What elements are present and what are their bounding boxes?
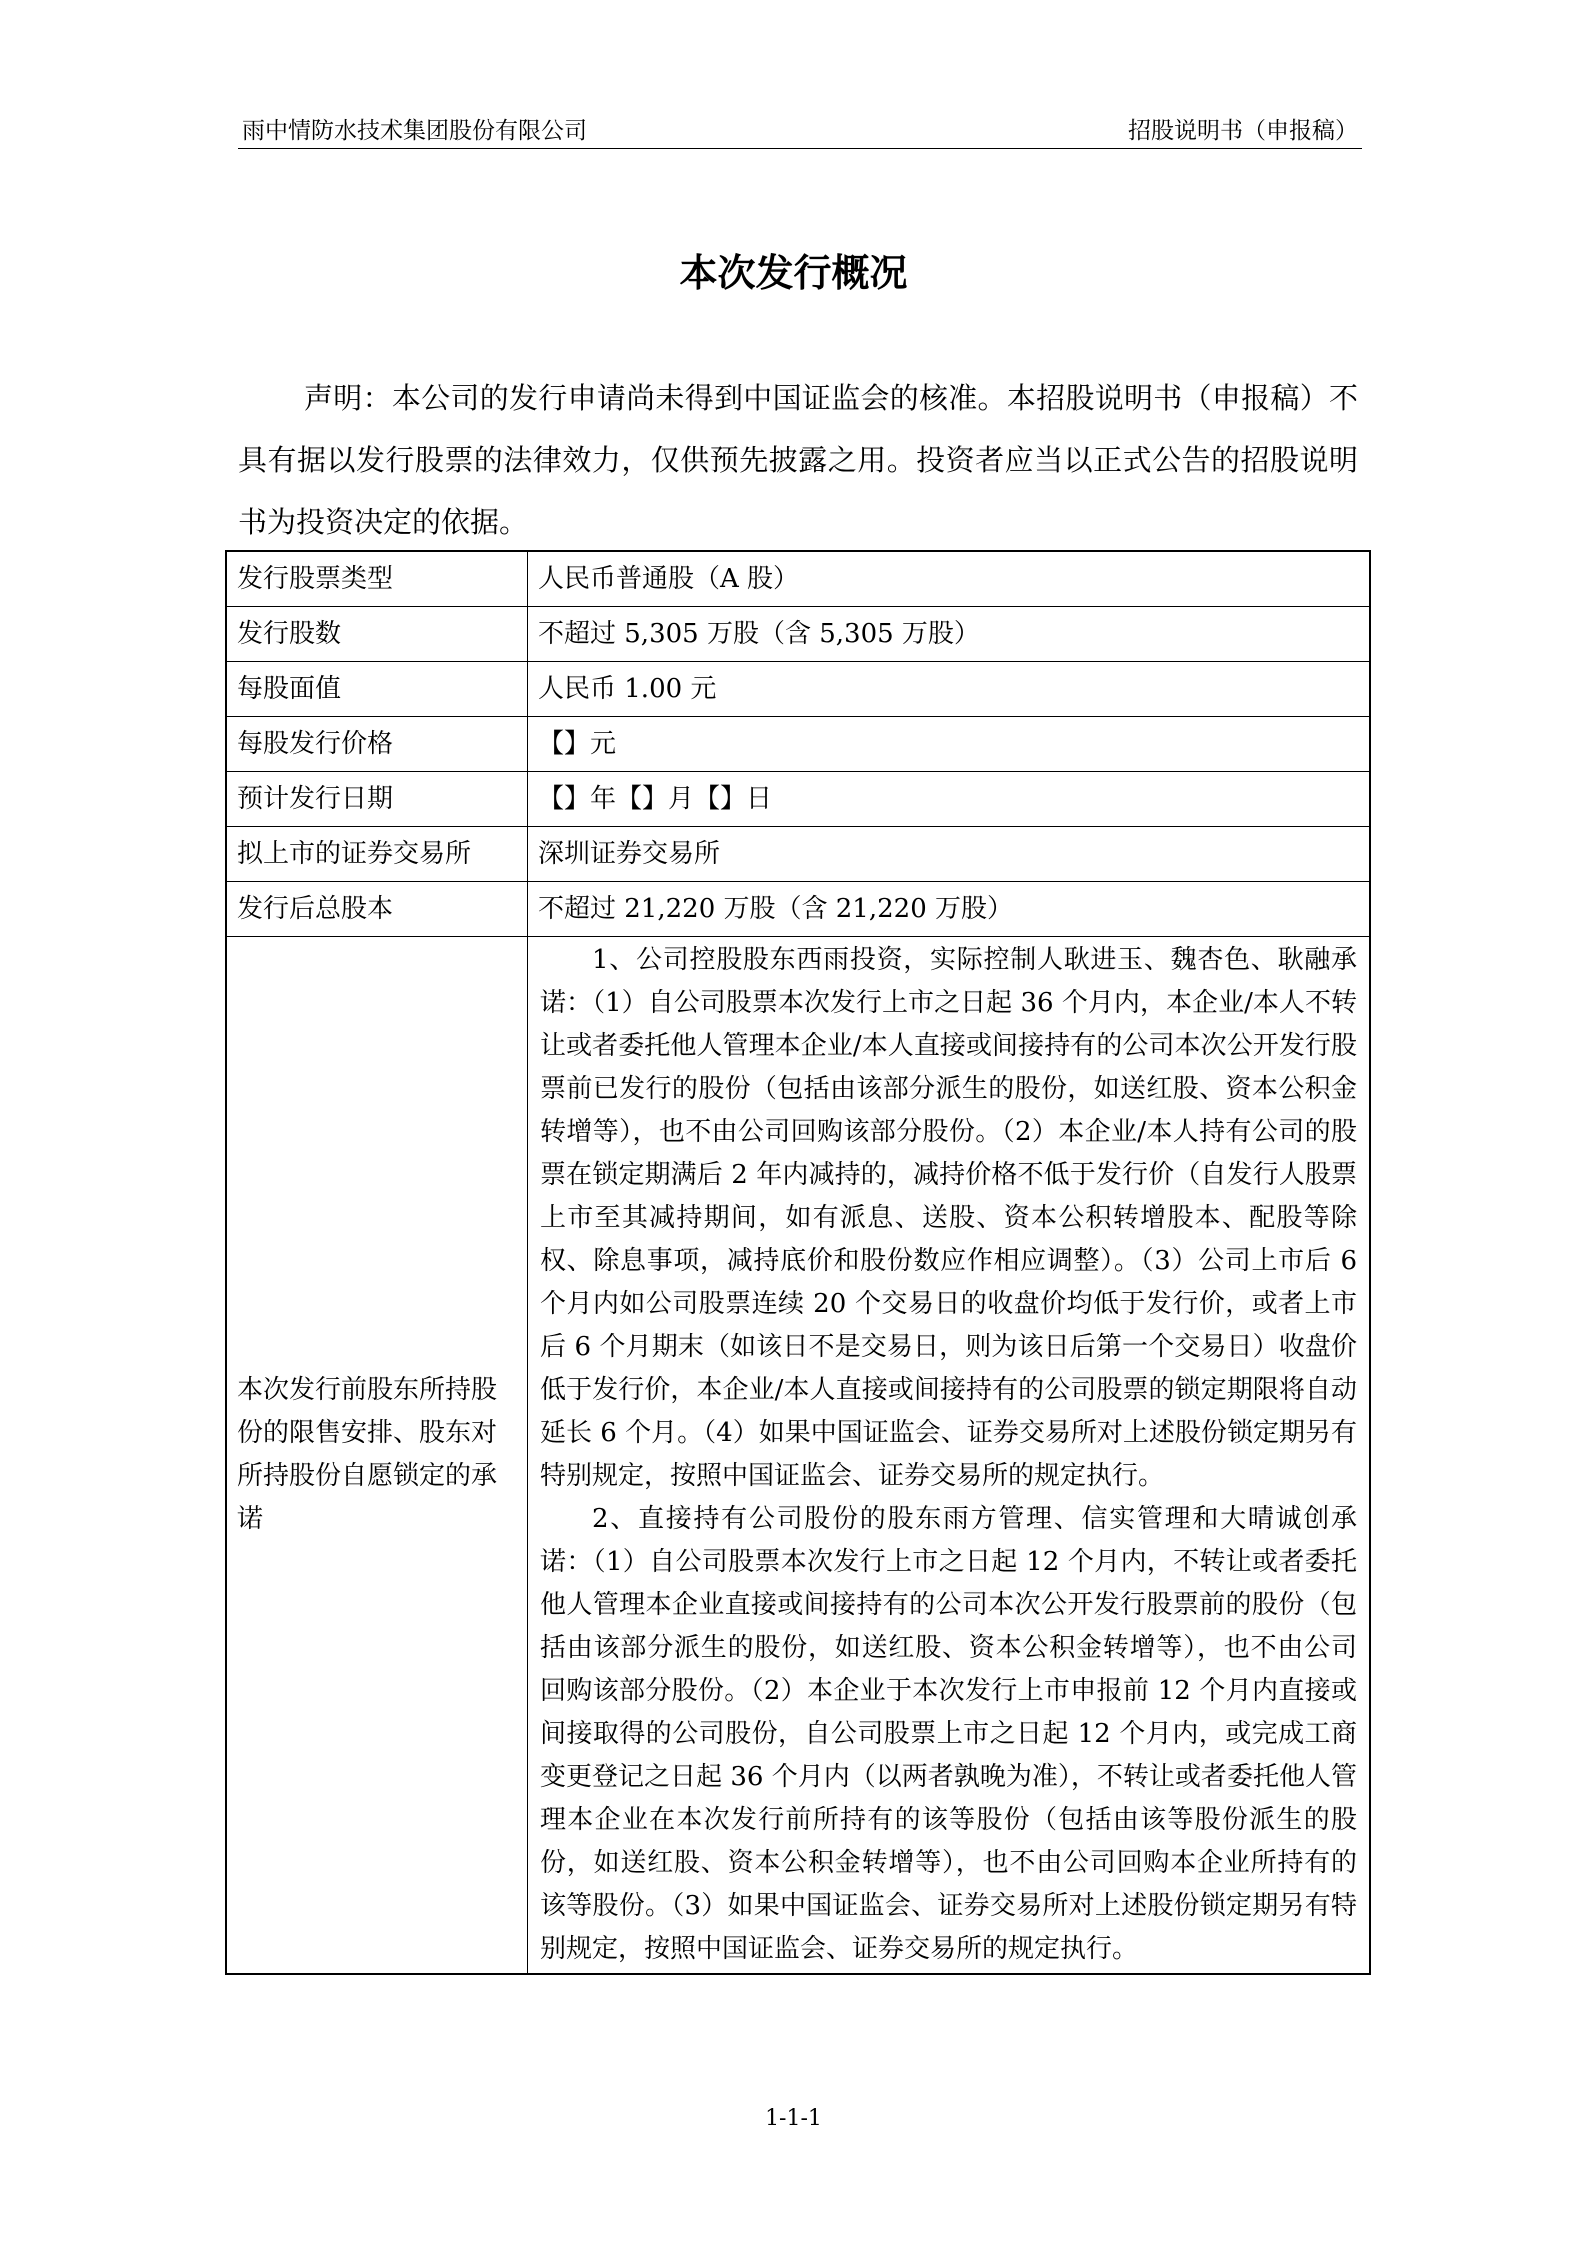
row-label: 每股面值 xyxy=(226,662,528,717)
header-company-name: 雨中情防水技术集团股份有限公司 xyxy=(242,118,587,144)
row-label: 每股发行价格 xyxy=(226,717,528,772)
row-value: 【】年【】月【】日 xyxy=(528,772,1371,827)
table-row xyxy=(226,827,1370,882)
page-title: 本次发行概况 xyxy=(679,251,908,295)
row-value: 不超过 21,220 万股（含 21,220 万股） xyxy=(528,882,1371,937)
row-label: 发行股票类型 xyxy=(226,551,528,607)
table-row xyxy=(226,717,1370,772)
header-document-type: 招股说明书（申报稿） xyxy=(1128,118,1358,144)
lockup-label: 本次发行前股东所持股份的限售安排、股东对所持股份自愿锁定的承诺 xyxy=(226,937,528,1975)
lockup-commitments xyxy=(528,937,1371,1975)
disclaimer-statement: 声明：本公司的发行申请尚未得到中国证监会的核准。本招股说明书（申报稿）不具有据以发行股票的法律效力，仅供预先披露之用。投资者应当以正式公告的招股说明书为投资决定的依据。 xyxy=(238,381,1358,539)
table-row xyxy=(226,607,1370,662)
row-value: 不超过 5,305 万股（含 5,305 万股） xyxy=(528,607,1371,662)
page-number: 1-1-1 xyxy=(765,2106,822,2131)
table-row xyxy=(226,772,1370,827)
lockup-row xyxy=(226,937,1370,1975)
table-row xyxy=(226,882,1370,937)
commitment-paragraph-1: 1、公司控股股东西雨投资，实际控制人耿进玉、魏杏色、耿融承诺：（1）自公司股票本次发行上市之日起 36 个月内，本企业/本人不转让或者委托他人管理本企业/本人直接或间接持有的公司本次公开发行股票前已发行的股份（包括由该部分派生的股份，如送红股、资本公积金转增等），也不由公司回购该部分股份。（2）本企业/本人持有公司的股票在锁定期满后 2 年内减持的，减持价格不低于发行价（自发行人股票上市至其减持期间，如有派息、送股、资本公积转增股本、配股等除权、除息事项，减持底价和股份数应作相应调整）。（3）公司上市后 6 个月内如公司股票连续 20 个交易日的收盘价均低于发行价，或者上市后 6 个月期末（如该日不是交易日，则为该日后第一个交易日）收盘价低于发行价，本企业/本人直接或间接持有的公司股票的锁定期限将自动延长 6 个月。（4）如果中国证监会、证券交易所对上述股份锁定期另有特别规定，按照中国证监会、证券交易所的规定执行。 xyxy=(540,945,1357,1491)
page-header xyxy=(238,108,1362,149)
row-value: 深圳证券交易所 xyxy=(528,827,1371,882)
issuance-overview-table xyxy=(225,550,1371,1975)
row-label: 预计发行日期 xyxy=(226,772,528,827)
row-value: 人民币普通股（A 股） xyxy=(528,551,1371,607)
table-row xyxy=(226,551,1370,607)
row-value: 人民币 1.00 元 xyxy=(528,662,1371,717)
row-label: 发行后总股本 xyxy=(226,882,528,937)
commitment-paragraph-2: 2、直接持有公司股份的股东雨方管理、信实管理和大晴诚创承诺：（1）自公司股票本次发行上市之日起 12 个月内，不转让或者委托他人管理本企业直接或间接持有的公司本次公开发行股票前的股份（包括由该部分派生的股份，如送红股、资本公积金转增等），也不由公司回购该部分股份。（2）本企业于本次发行上市申报前 12 个月内直接或间接取得的公司股份，自公司股票上市之日起 12 个月内，或完成工商变更登记之日起 36 个月内（以两者孰晚为准），不转让或者委托他人管理本企业在本次发行前所持有的该等股份（包括由该等股份派生的股份，如送红股、资本公积金转增等），也不由公司回购本企业所持有的该等股份。（3）如果中国证监会、证券交易所对上述股份锁定期另有特别规定，按照中国证监会、证券交易所的规定执行。 xyxy=(540,1504,1357,1964)
row-value: 【】元 xyxy=(528,717,1371,772)
table-row xyxy=(226,662,1370,717)
row-label: 拟上市的证券交易所 xyxy=(226,827,528,882)
row-label: 发行股数 xyxy=(226,607,528,662)
